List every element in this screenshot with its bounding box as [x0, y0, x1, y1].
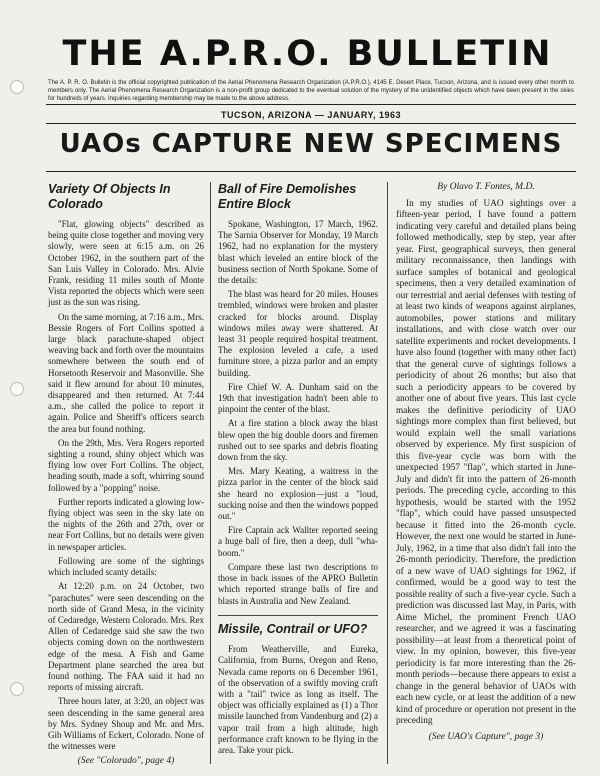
paragraph: Fire Captain ack Wallter reported seeing a huge ball of fire, then a deep, dull "wha-boom."	[218, 525, 378, 558]
paragraph: Compare these last two descriptions to those in back issues of the APRO Bulletin which reported strange balls of fire and blasts in Australia and New Zealand.	[218, 561, 378, 606]
paragraph: The blast was heard for 20 miles. Houses trembled, windows were broken and plaster cracked for blocks around. Display windows miles away were shattered. At least 31 people required hospital treatment. The explosion leveled a cafe, a used furniture store, a pizza parlor and an empty building.	[218, 289, 378, 378]
paragraph: Spokane, Washington, 17 March, 1962. The Sarnia Observer for Monday, 19 March 1962, had no explanation for the mystery blast which leveled an entire block of the business section of North Spokane. Some of the details:	[218, 219, 378, 286]
punch-hole	[10, 80, 24, 94]
column-divider	[387, 182, 388, 764]
punch-hole	[10, 682, 24, 696]
byline: By Olavo T. Fontes, M.D.	[437, 182, 535, 192]
paragraph: From Weatherville, and Eureka, California, from Burns, Oregon and Reno, Nevada came reports on 6 December 1961, of the observation of a swiftly moving craft with a "tail" twice as long as itself. The object was officially explained as (1) a Thor missile launched from Vandenburg and (2) a vapor trail from a high altitude, high performance craft known to be flying in the area. Take your pick.	[218, 644, 378, 756]
article-ball-of-fire	[218, 180, 378, 756]
paragraph: Three hours later, at 3:20, an object was seen descending in the same general area by Mrs. Sydney Shoup and Mr. and Mrs. Gib Williams of Eckert, Colorado. None of the witnesses were	[48, 696, 204, 752]
paragraph: At a fire station a block away the blast blew open the big double doors and firemen rushed out to see sparks and debris floating down from the sky.	[218, 418, 378, 463]
paragraph: At 12:20 p.m. on 24 October, two "parachutes" were seen descending on the north side of Grand Mesa, in the vicinity of Cedaredge, Western Colorado. Mrs. Rex Allen of Cedaredge said she saw the two objects coming down on the northwestern edge of the mesa. A Fish and Game Department plane searched the area but found nothing. The FAA said it had no reports of missing aircraft.	[48, 581, 204, 693]
article-colorado	[48, 180, 204, 768]
paragraph: On the 29th, Mrs. Vera Rogers reported sighting a round, shiny object which was flying low over Fort Collins. The object, heading south, made a soft, whirring sound followed by a "popping" noise.	[48, 437, 204, 493]
article-heading: Missile, Contrail or UFO?	[218, 621, 368, 636]
paragraph: In my studies of UAO sightings over a fifteen-year period, I have found a pattern indicating very careful and detailed plans being followed methodically, step by step, year after year. First, geographical surveys, then general military reconnaissance, then landings with surface samples of botanical and geological specimens, then a very detailed examination of our terrestrial and aerial defenses with testing of at least two kinds of weapons against airplanes, automobiles, power stations and military installations, and with close watch over our satellite experiments and rocket developments. I have also found (together with many other fact) that the general curve of sightings follows a periodicity of about 26 months; but also that such a periodicity appears to be covered by another one of about five years. This last cycle makes the definitive periodicity of UAO sightings more complex than first believed, but would explain well the small variations observed by experience. My first suspicion of this five-year cycle was born with the unexpected 1957 "flap", which started in June-July and didn't fit into the pattern of 26-month periods. The preceding cycle, according to this hypothesis, would be started with the 1952 "flap", which could have passed unsuspected because it fitted into the 26-month cycle. However, the next one would be started in June-July, 1962, in a time that also didn't fall into the 26-month periodicity. Therefore, the prediction of a new wave of UAO sightings for 1962, if confirmed, would be a good way to test the possible reality of such a five-year cycle. Such a prediction was discussed last May, in Paris, with Aime Michel, the prominent French UAO researcher, and we agreed it was a fascinating possibility—at least from a theoretical point of view. In my opinion, however, this five-year periodicity is far more interesting than the 26-month periods—because there appears to exist a change in the general behavior of UAOs with each new cycle, or at least the addition of a new kind of procedure or operation not present in the preceding	[396, 198, 576, 726]
article-uaos-capture	[396, 180, 576, 743]
paragraph: Mrs. Mary Keating, a waitress in the pizza parlor in the center of the block said she heard no explosion—just a "loud, sucking noise and then the windows popped out."	[218, 466, 378, 522]
continued-note: (See UAO's Capture", page 3)	[428, 731, 544, 742]
publication-note: The A. P. R. O. Bulletin is the official copyrighted publication of the Aerial Phenomena Research Organization (A.P.R.O.), 4145 E. Desert Place, Tucson, Arizona, and is issued every other month to members only. The Aerial Phenomena Research Organization is a non-profit group dedicated to the eventual solution of the mystery of the unidentified objects which have been present in the skies for hundreds of years. Inquiries regarding membership may be made to the above address.	[48, 80, 574, 102]
paragraph: Further reports indicated a glowing low-flying object was seen in the sky late on the nights of the 26th and 27th, over or near Fort Collins, but no details were given in newspaper articles.	[48, 496, 204, 552]
continued-note: (See "Colorado", page 4)	[77, 756, 175, 767]
headline-rule	[46, 171, 576, 172]
section-divider	[218, 615, 378, 616]
column-divider	[210, 182, 211, 764]
main-headline: UAOs CAPTURE NEW SPECIMENS	[59, 129, 563, 159]
punch-hole	[10, 382, 24, 396]
dateline-rule	[46, 123, 576, 124]
paragraph: "Flat, glowing objects" described as being quite close together and moving very slowly, were seen at 6:15 a.m. on 26 October 1962, in the southern part of the San Luis Valley in Colorado. Mrs. Alvie Frank, residing 11 miles south of Monte Vista reported the objects which were seen just as the sun was rising.	[48, 219, 204, 308]
dateline: TUCSON, ARIZONA — JANUARY, 1963	[220, 110, 402, 120]
article-heading: Ball of Fire Demolishes Entire Block	[218, 182, 357, 211]
paragraph: Following are some of the sightings which included scanty details:	[48, 555, 204, 578]
article-heading: Variety Of Objects In Colorado	[48, 182, 171, 211]
top-rule	[46, 104, 576, 105]
paragraph: On the same morning, at 7:16 a.m., Mrs. Bessie Rogers of Fort Collins spotted a large black parachute-shaped object weaving back and forth over the mountains somewhere between the south end of Horsetooth Reservoir and Masonville. She said it flew around for about 10 minutes, disappeared and then returned. At 7:44 a.m., she called the police to report it again. Police and Sheriff's officers search the area but found nothing.	[48, 311, 204, 434]
paragraph: Fire Chief W. A. Dunham said on the 19th that investigation hadn't been able to pinpoint the center of the blast.	[218, 381, 378, 415]
masthead-title: THE A.P.R.O. BULLETIN	[62, 34, 553, 74]
